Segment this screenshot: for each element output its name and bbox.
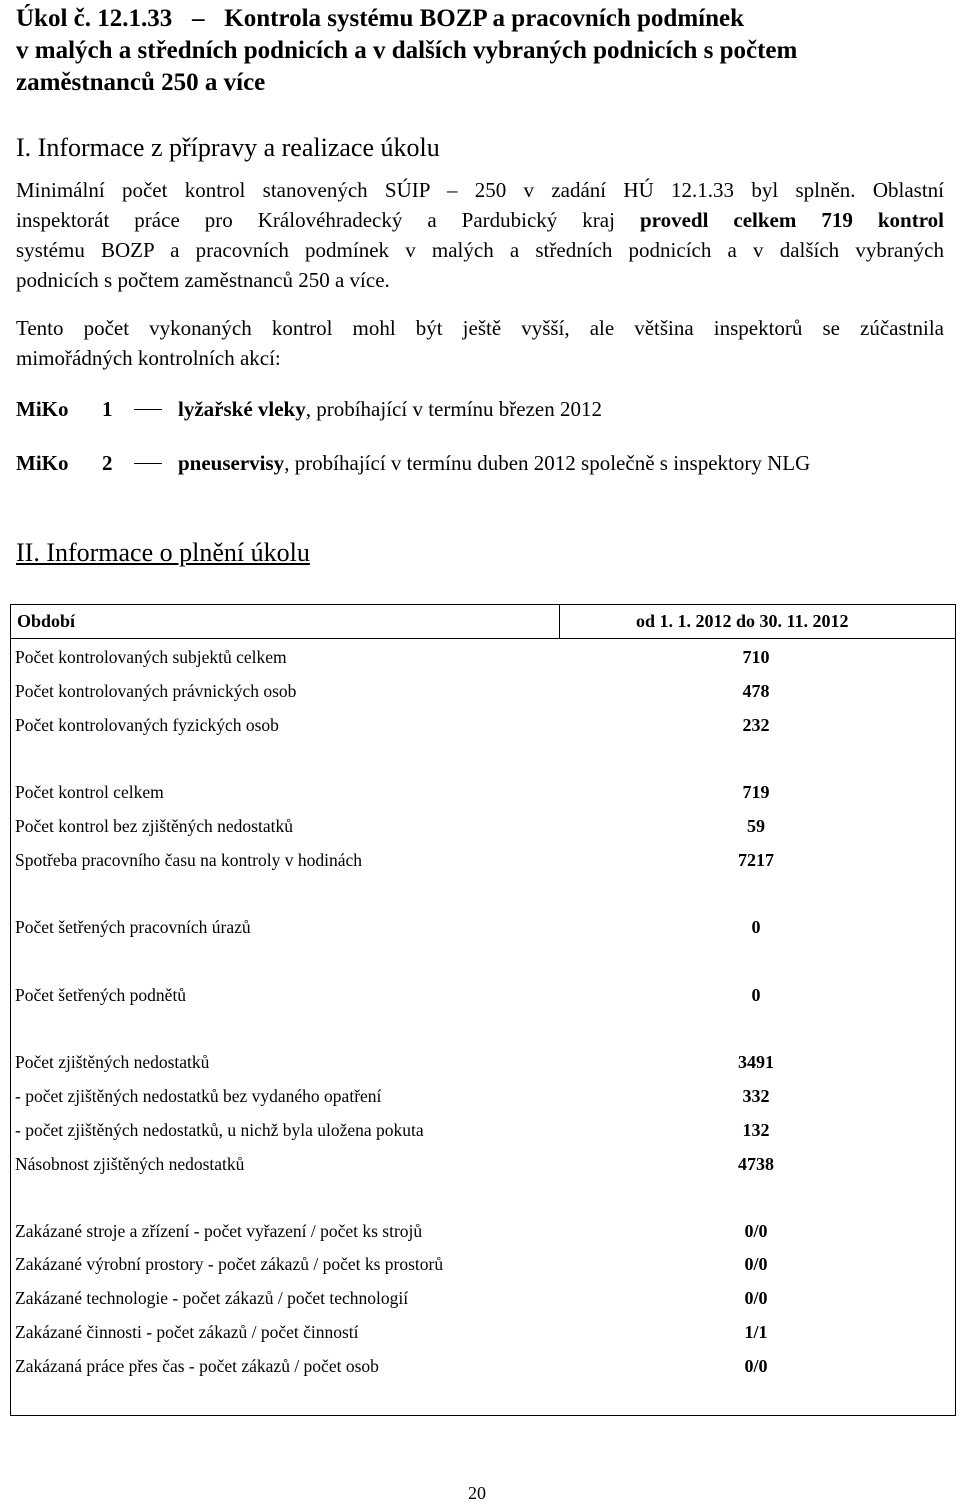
miko-label: MiKo (16, 397, 69, 421)
row-label: Počet kontrolovaných fyzických osob (15, 715, 279, 735)
table-row (11, 1317, 955, 1347)
para1-line4: podnicích s počtem zaměstnanců 250 a více. (16, 268, 390, 292)
miko-dash (134, 463, 162, 464)
row-label: Zakázané technologie - počet zákazů / počet technologií (15, 1288, 409, 1308)
table-row (11, 912, 955, 942)
row-label: Počet kontrol bez zjištěných nedostatků (15, 816, 293, 836)
miko-topic: pneuservisy (178, 451, 285, 475)
miko-label: MiKo (16, 451, 69, 475)
para1-line1: Minimální počet kontrol stanovených SÚIP – 250 v zadání HÚ 12.1.33 byl splněn. Oblastní (16, 178, 944, 202)
row-value: 4738 (738, 1154, 774, 1174)
row-label: Počet kontrolovaných právnických osob (15, 681, 297, 701)
task-heading-line2: v malých a středních podnicích a v dalších vybraných podnicích s počtem (16, 37, 798, 64)
row-value: 232 (742, 715, 770, 735)
row-value: 0 (751, 985, 761, 1005)
miko-description (178, 395, 602, 423)
para2-line1: Tento počet vykonaných kontrol mohl být ještě vyšší, ale většina inspektorů se zúčastnila (16, 316, 944, 340)
section2-title-text: II. Informace o plnění úkolu (16, 538, 310, 567)
miko-rest: , probíhající v termínu duben 2012 společně s inspektory NLG (284, 451, 811, 475)
row-value: 3491 (738, 1052, 774, 1072)
row-value: 0/0 (744, 1356, 768, 1376)
table-row (11, 845, 955, 875)
task-number: Úkol č. 12.1.33 (16, 5, 173, 32)
table-row (11, 710, 955, 740)
miko-item-2 (16, 449, 946, 477)
table-row (11, 676, 955, 706)
row-label: Počet kontrolovaných subjektů celkem (15, 647, 287, 667)
table-row (11, 1149, 955, 1179)
row-value: 59 (747, 816, 765, 836)
miko-rest: , probíhající v termínu březen 2012 (305, 397, 602, 421)
table-row (11, 980, 955, 1010)
row-value: 0/0 (744, 1288, 768, 1308)
row-label: Počet kontrol celkem (15, 782, 164, 802)
miko-dash (134, 409, 162, 410)
table-row (11, 1047, 955, 1077)
para1-line2 (16, 205, 944, 235)
miko-number: 1 (102, 397, 113, 421)
row-value: 132 (742, 1120, 770, 1140)
row-label: Zakázané stroje a zřízení - počet vyřazení / počet ks strojů (15, 1221, 423, 1241)
row-value: 332 (742, 1086, 770, 1106)
row-label: Spotřeba pracovního času na kontroly v hodinách (15, 850, 362, 870)
row-label: Počet šetřených podnětů (15, 985, 187, 1005)
para1-line2-text: inspektorát práce pro Královéhradecký a Pardubický kraj (16, 208, 640, 232)
task-heading-line3: zaměstnanců 250 a více (16, 69, 266, 96)
row-value: 0/0 (744, 1254, 768, 1274)
row-label: Zakázaná práce přes čas - počet zákazů / počet osob (15, 1356, 379, 1376)
page-number: 20 (468, 1483, 486, 1503)
results-table (10, 604, 956, 1416)
table-row (11, 1081, 955, 1111)
row-label: - počet zjištěných nedostatků bez vydaného opatření (15, 1086, 382, 1106)
row-label: Počet zjištěných nedostatků (15, 1052, 210, 1072)
row-label: Násobnost zjištěných nedostatků (15, 1154, 245, 1174)
row-label: - počet zjištěných nedostatků, u nichž byla uložena pokuta (15, 1120, 424, 1140)
row-value: 0/0 (744, 1221, 768, 1241)
miko-item-1 (16, 395, 946, 423)
header-divider (559, 605, 560, 639)
row-value: 0 (751, 917, 761, 937)
table-row (11, 1283, 955, 1313)
row-value: 7217 (738, 850, 774, 870)
table-row (11, 1351, 955, 1381)
row-value: 719 (742, 782, 770, 802)
table-row (11, 642, 955, 672)
para2-line2: mimořádných kontrolních akcí: (16, 346, 281, 370)
section2-title (16, 537, 310, 569)
miko-topic: lyžařské vleky (178, 397, 306, 421)
miko-description (178, 449, 810, 477)
row-label: Počet šetřených pracovních úrazů (15, 917, 251, 937)
heading-dash: – (192, 5, 205, 32)
table-row (11, 777, 955, 807)
para1-line2-bold: provedl celkem 719 kontrol (639, 208, 944, 232)
table-row (11, 1249, 955, 1279)
section1-paragraph1 (16, 175, 944, 295)
row-label: Zakázané činnosti - počet zákazů / počet činností (15, 1322, 359, 1342)
period-value: od 1. 1. 2012 do 30. 11. 2012 (636, 611, 849, 631)
para1-line3: systému BOZP a pracovních podmínek v malých a středních podnicích a v dalších vybraných (16, 238, 944, 262)
table-row (11, 1115, 955, 1145)
row-value: 1/1 (744, 1322, 768, 1342)
miko-number: 2 (102, 451, 113, 475)
period-label: Období (17, 611, 76, 631)
task-heading-line1 (16, 3, 744, 35)
table-header (11, 605, 955, 639)
row-label: Zakázané výrobní prostory - počet zákazů / počet ks prostorů (15, 1254, 444, 1274)
table-row (11, 811, 955, 841)
section1-title: I. Informace z přípravy a realizace úkolu (16, 133, 440, 162)
table-row (11, 1216, 955, 1246)
row-value: 478 (742, 681, 770, 701)
section1-paragraph2 (16, 313, 944, 373)
row-value: 710 (742, 647, 770, 667)
task-title-part1: Kontrola systému BOZP a pracovních podmínek (224, 5, 744, 32)
